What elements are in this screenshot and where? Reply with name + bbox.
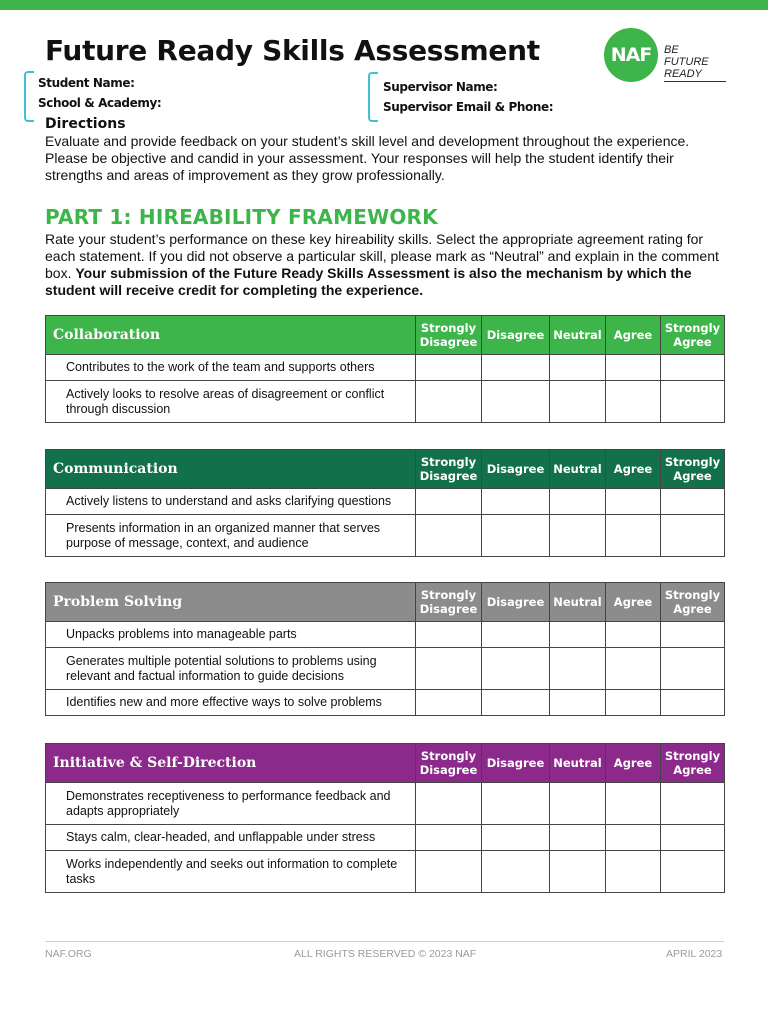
rating-cell[interactable] [416,783,482,825]
rating-cell[interactable] [606,648,661,690]
rating-cell[interactable] [550,515,606,557]
skill-statement: Presents information in an organized manner that serves purpose of message, context, and audience [46,515,416,557]
naf-logo-tagline [664,44,726,82]
rating-cell[interactable] [606,825,661,851]
table-row [46,489,725,515]
rating-cell[interactable] [482,851,550,893]
rating-cell[interactable] [661,489,725,515]
section-title: Collaboration [46,316,416,355]
table-row [46,622,725,648]
rating-cell[interactable] [550,648,606,690]
naf-logo [604,28,724,88]
rating-column-header: Neutral [550,583,606,622]
rating-cell[interactable] [661,648,725,690]
rating-cell[interactable] [550,783,606,825]
rating-column-header: Strongly Agree [661,316,725,355]
rating-cell[interactable] [661,515,725,557]
part1-intro-bold: Your submission of the Future Ready Skills Assessment is also the mechanism by which the student will receive credit for completing the experience. [45,265,692,298]
skill-statement: Works independently and seeks out information to complete tasks [46,851,416,893]
rating-cell[interactable] [482,783,550,825]
part1-intro [45,231,735,299]
section-header-row [46,316,725,355]
rating-cell[interactable] [606,515,661,557]
rating-cell[interactable] [482,825,550,851]
rating-column-header: Strongly Agree [661,450,725,489]
section-table [45,743,725,893]
table-row [46,515,725,557]
rating-cell[interactable] [661,825,725,851]
rating-cell[interactable] [661,690,725,716]
rating-cell[interactable] [661,783,725,825]
footer-site: NAF.ORG [45,948,92,960]
section-header-row [46,744,725,783]
rating-cell[interactable] [661,851,725,893]
rating-cell[interactable] [550,489,606,515]
rating-column-header: Strongly Disagree [416,583,482,622]
skill-statement: Unpacks problems into manageable parts [46,622,416,648]
rating-cell[interactable] [482,381,550,423]
section-header-row [46,583,725,622]
skill-statement: Demonstrates receptiveness to performance feedback and adapts appropriately [46,783,416,825]
rating-cell[interactable] [482,489,550,515]
rating-cell[interactable] [550,355,606,381]
section-table [45,582,725,716]
page-title: Future Ready Skills Assessment [45,34,540,67]
rating-cell[interactable] [550,622,606,648]
rating-cell[interactable] [416,489,482,515]
section-table [45,315,725,423]
naf-logo-mark: NAF [604,28,658,82]
top-accent-bar [0,0,768,10]
rating-cell[interactable] [606,783,661,825]
footer-copyright: ALL RIGHTS RESERVED © 2023 NAF [294,948,477,960]
rating-column-header: Strongly Agree [661,744,725,783]
rating-column-header: Disagree [482,450,550,489]
skill-statement: Contributes to the work of the team and supports others [46,355,416,381]
rating-cell[interactable] [550,851,606,893]
table-row [46,851,725,893]
rating-cell[interactable] [550,381,606,423]
rating-column-header: Strongly Disagree [416,316,482,355]
rating-cell[interactable] [606,851,661,893]
table-row [46,648,725,690]
rating-column-header: Neutral [550,744,606,783]
section-table [45,449,725,557]
rating-cell[interactable] [416,825,482,851]
rating-column-header: Strongly Disagree [416,450,482,489]
rating-column-header: Strongly Disagree [416,744,482,783]
part1-intro-text: Rate your student’s performance on these key hireability skills. Select the appropriate agreement rating for each statement. If you did not observe a particular skill, please mark as “Neutral” and explain in the comment box. [45,231,719,281]
rating-column-header: Disagree [482,316,550,355]
rating-cell[interactable] [606,622,661,648]
skill-statement: Stays calm, clear-headed, and unflappable under stress [46,825,416,851]
part1-heading: PART 1: HIREABILITY FRAMEWORK [45,205,438,229]
rating-cell[interactable] [550,690,606,716]
rating-column-header: Neutral [550,316,606,355]
rating-cell[interactable] [661,622,725,648]
section-title: Initiative & Self-Direction [46,744,416,783]
footer-divider [45,941,724,942]
rating-cell[interactable] [661,355,725,381]
school-academy-field[interactable]: School & Academy: [38,96,162,110]
section-title: Problem Solving [46,583,416,622]
tagline-line2: READY [664,68,702,80]
table-row [46,783,725,825]
rating-cell[interactable] [482,690,550,716]
tagline-line1: BE FUTURE [664,44,709,68]
skill-statement: Generates multiple potential solutions to problems using relevant and factual information to guide decisions [46,648,416,690]
supervisor-fields-bracket [368,72,378,122]
rating-cell[interactable] [606,381,661,423]
section-title: Communication [46,450,416,489]
section-header-row [46,450,725,489]
rating-cell[interactable] [416,381,482,423]
rating-cell[interactable] [416,355,482,381]
footer-date: APRIL 2023 [666,948,723,960]
rating-column-header: Agree [606,744,661,783]
rating-cell[interactable] [550,825,606,851]
rating-cell[interactable] [661,381,725,423]
student-fields-bracket [24,71,34,122]
rating-cell[interactable] [606,690,661,716]
skill-statement: Actively looks to resolve areas of disagreement or conflict through discussion [46,381,416,423]
directions-heading: Directions [45,116,126,132]
rating-cell[interactable] [482,355,550,381]
rating-cell[interactable] [482,622,550,648]
rating-cell[interactable] [416,648,482,690]
rating-column-header: Neutral [550,450,606,489]
rating-cell[interactable] [606,489,661,515]
student-name-field[interactable]: Student Name: [38,76,135,90]
table-row [46,355,725,381]
rating-cell[interactable] [416,690,482,716]
rating-cell[interactable] [416,851,482,893]
rating-column-header: Disagree [482,583,550,622]
table-row [46,825,725,851]
rating-column-header: Agree [606,450,661,489]
rating-cell[interactable] [482,515,550,557]
rating-cell[interactable] [482,648,550,690]
rating-cell[interactable] [606,355,661,381]
table-row [46,381,725,423]
rating-cell[interactable] [416,622,482,648]
rating-column-header: Agree [606,316,661,355]
supervisor-name-field[interactable]: Supervisor Name: [383,80,498,94]
table-row [46,690,725,716]
skill-statement: Actively listens to understand and asks clarifying questions [46,489,416,515]
rating-column-header: Agree [606,583,661,622]
rating-cell[interactable] [416,515,482,557]
rating-column-header: Strongly Agree [661,583,725,622]
rating-column-header: Disagree [482,744,550,783]
supervisor-contact-field[interactable]: Supervisor Email & Phone: [383,100,554,114]
directions-text: Evaluate and provide feedback on your student’s skill level and development throughout the experience. Please be objective and candid in your assessment. Your responses will help the student identify their strengths and areas of improvement as they grow professionally. [45,133,690,183]
skill-statement: Identifies new and more effective ways to solve problems [46,690,416,716]
